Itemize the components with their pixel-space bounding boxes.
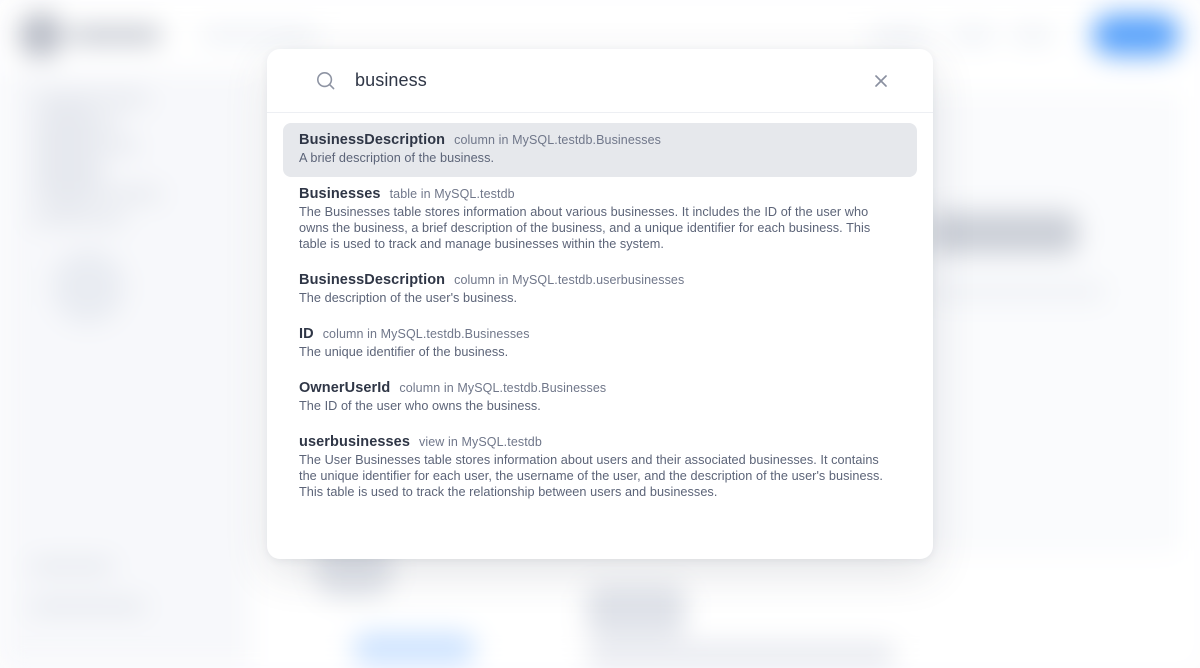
search-result-meta: column in MySQL.testdb.Businesses	[322, 327, 530, 341]
search-result-header	[299, 326, 903, 342]
background-sidebar-item	[30, 600, 146, 613]
background-nav-item	[200, 27, 318, 43]
search-result-title: ID	[299, 326, 314, 342]
search-result-row[interactable]	[283, 317, 917, 371]
search-result-description: The User Businesses table stores information about users and their associated businesses. It contains the unique identifier for each user, the username of the user, and the description of the user's business. This table is used to track the relationship between users and businesses.	[299, 453, 883, 499]
background-sidebar-blob	[52, 250, 124, 324]
search-result-description: A brief description of the business.	[299, 151, 495, 165]
background-panel-line	[930, 282, 1106, 302]
search-result-row[interactable]	[283, 371, 917, 425]
search-results-list	[267, 113, 933, 559]
search-result-meta: column in MySQL.testdb.Businesses	[454, 133, 662, 147]
search-result-header	[299, 132, 903, 148]
close-icon[interactable]	[871, 71, 891, 91]
background-sidebar-item	[30, 560, 114, 573]
search-bar	[267, 49, 933, 113]
background-lower-block	[586, 586, 686, 636]
background-lower-bar	[586, 642, 896, 668]
search-result-description: The ID of the user who owns the business.	[299, 399, 541, 413]
search-result-header	[299, 272, 903, 288]
search-result-description: The unique identifier of the business.	[299, 345, 509, 359]
search-result-title: BusinessDescription	[299, 272, 446, 288]
search-result-row[interactable]	[283, 425, 917, 511]
search-result-meta: view in MySQL.testdb	[419, 435, 542, 449]
search-result-title: Businesses	[299, 186, 381, 202]
background-sidebar-item	[30, 188, 162, 201]
background-sidebar-item	[30, 92, 150, 105]
search-modal	[267, 49, 933, 559]
search-result-header	[299, 186, 903, 202]
background-nav-item	[1012, 27, 1054, 43]
background-primary-button	[1092, 14, 1180, 56]
search-result-description: The Businesses table stores information about various businesses. It includes the ID of the user who owns the business, a brief description of the business, and a unique identifier for each business. This table is used to track and manage businesses within the system.	[299, 205, 871, 251]
search-result-title: OwnerUserId	[299, 380, 391, 396]
background-sidebar-item	[30, 164, 108, 177]
search-result-header	[299, 380, 903, 396]
search-icon	[315, 70, 337, 92]
search-result-description: The description of the user's business.	[299, 291, 518, 305]
search-result-header	[299, 434, 903, 450]
background-logo-icon	[18, 12, 64, 58]
search-result-row[interactable]	[283, 177, 917, 263]
search-result-title: userbusinesses	[299, 434, 411, 450]
background-panel-heading	[930, 212, 1078, 254]
search-result-row[interactable]	[283, 123, 917, 177]
background-nav-item	[950, 27, 996, 43]
search-result-meta: column in MySQL.testdb.Businesses	[399, 381, 607, 395]
background-nav-item	[870, 27, 932, 43]
background-sidebar-item	[30, 212, 126, 225]
background-logo-wordmark	[70, 26, 162, 44]
search-result-meta: table in MySQL.testdb	[389, 187, 515, 201]
search-result-row[interactable]	[283, 263, 917, 317]
search-result-title: BusinessDescription	[299, 132, 446, 148]
search-input[interactable]	[355, 70, 871, 91]
background-sidebar	[0, 70, 250, 668]
search-result-meta: column in MySQL.testdb.userbusinesses	[454, 273, 685, 287]
background-sidebar-item	[30, 116, 122, 129]
background-right-panel	[912, 96, 1180, 551]
background-lower-chip	[352, 632, 476, 666]
background-sidebar-item	[30, 140, 138, 153]
